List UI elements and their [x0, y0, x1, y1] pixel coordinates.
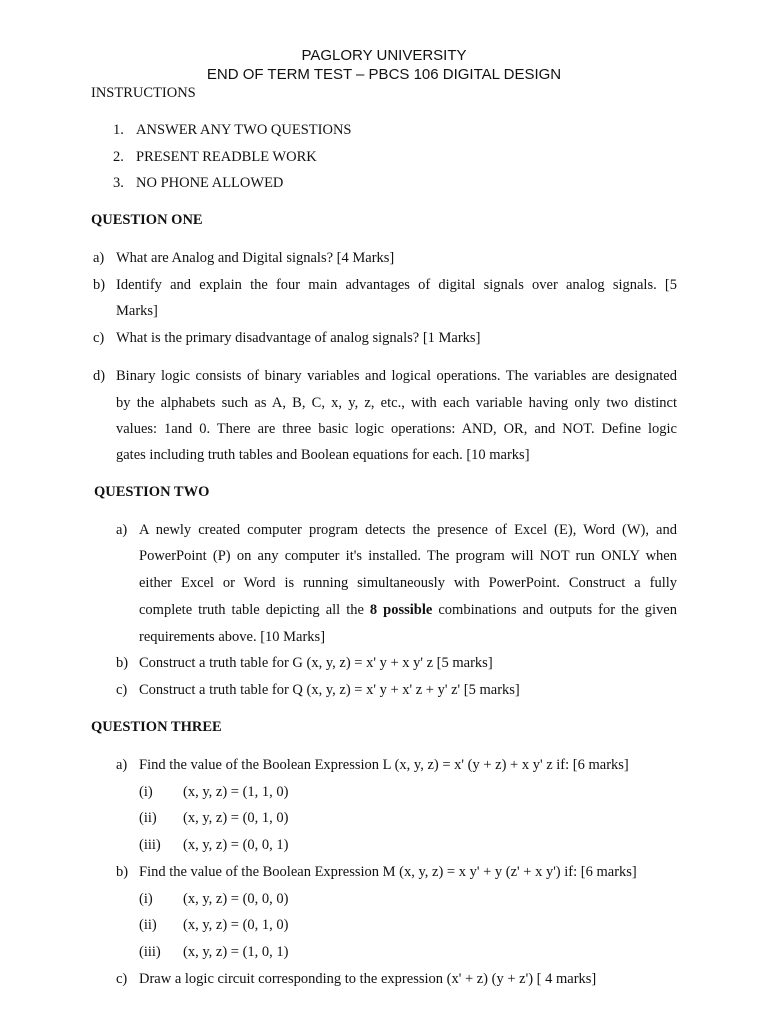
q2-b-text: Construct a truth table for G (x, y, z) = x' y + x y' z [5 marks] [139, 655, 493, 671]
q3-a-sub-text: (x, y, z) = (0, 0, 1) [183, 837, 289, 853]
q3-a-sub-number: (iii) [139, 837, 161, 853]
q3-b-sub-number: (iii) [139, 944, 161, 960]
q1-b-line: Marks] [116, 303, 158, 319]
q1-a-label: a) [93, 250, 105, 266]
q1-a-text: What are Analog and Digital signals? [4 Marks] [116, 250, 395, 266]
q1-d-line: Binary logic consists of binary variables and logical operations. The variables are designated [116, 368, 677, 384]
instruction-text: ANSWER ANY TWO QUESTIONS [136, 122, 352, 138]
q3-a-sub-number: (i) [139, 784, 153, 800]
q3-c-label: c) [116, 971, 128, 987]
instruction-number: 3. [113, 175, 124, 191]
q3-b-sub-text: (x, y, z) = (1, 0, 1) [183, 944, 289, 960]
q1-d-line: gates including truth tables and Boolean equations for each. [10 marks] [116, 447, 530, 463]
q3-a-label: a) [116, 757, 128, 773]
q1-d-line: values: 1and 0. There are three basic logic operations: AND, OR, and NOT. Define logic [116, 421, 677, 437]
q2-a-bold-phrase: 8 possible [369, 602, 433, 618]
q2-a-label: a) [116, 522, 128, 538]
question-three-heading: QUESTION THREE [91, 719, 222, 735]
q3-b-sub-text: (x, y, z) = (0, 1, 0) [183, 917, 289, 933]
q3-b-text: Find the value of the Boolean Expression M (x, y, z) = x y' + y (z' + x y') if: [6 marks] [139, 864, 637, 880]
q2-a-line: PowerPoint (P) on any computer it's installed. The program will NOT run ONLY when [139, 548, 677, 564]
q3-b-sub-number: (i) [139, 891, 153, 907]
q3-b-sub-text: (x, y, z) = (0, 0, 0) [183, 891, 289, 907]
q2-c-text: Construct a truth table for Q (x, y, z) = x' y + x' z + y' z' [5 marks] [139, 682, 520, 698]
q2-a-line: A newly created computer program detects the presence of Excel (E), Word (W), and [139, 522, 677, 538]
q2-a-line: either Excel or Word is running simultaneously with PowerPoint. Construct a fully [139, 575, 677, 591]
q1-b-line: Identify and explain the four main advantages of digital signals over analog signals. [5 [116, 277, 677, 293]
q3-a-text: Find the value of the Boolean Expression L (x, y, z) = x' (y + z) + x y' z if: [6 marks] [139, 757, 629, 773]
q2-a-line: complete truth table depicting all the 8 possible combinations and outputs for the given [139, 602, 677, 618]
instruction-text: NO PHONE ALLOWED [136, 175, 284, 191]
q1-d-label: d) [93, 368, 106, 384]
university-name: PAGLORY UNIVERSITY [301, 47, 467, 64]
q2-c-label: c) [116, 682, 128, 698]
q3-b-label: b) [116, 864, 129, 880]
q3-c-text: Draw a logic circuit corresponding to the expression (x' + z) (y + z') [ 4 marks] [139, 971, 597, 987]
q1-c-text: What is the primary disadvantage of analog signals? [1 Marks] [116, 330, 481, 346]
instruction-number: 2. [113, 149, 124, 165]
q3-b-sub-number: (ii) [139, 917, 157, 933]
q1-b-label: b) [93, 277, 106, 293]
q2-a-line: requirements above. [10 Marks] [139, 629, 326, 645]
q3-a-sub-text: (x, y, z) = (1, 1, 0) [183, 784, 289, 800]
q1-d-line: by the alphabets such as A, B, C, x, y, z, etc., with each variable having only two distinct [116, 395, 677, 411]
q3-a-sub-text: (x, y, z) = (0, 1, 0) [183, 810, 289, 826]
q1-c-label: c) [93, 330, 105, 346]
test-title: END OF TERM TEST – PBCS 106 DIGITAL DESIGN [206, 66, 562, 83]
instruction-number: 1. [113, 122, 124, 138]
q3-a-sub-number: (ii) [139, 810, 157, 826]
instructions-heading: INSTRUCTIONS [91, 85, 196, 101]
question-one-heading: QUESTION ONE [91, 212, 203, 228]
q2-b-label: b) [116, 655, 129, 671]
question-two-heading: QUESTION TWO [94, 484, 210, 500]
instruction-text: PRESENT READBLE WORK [136, 149, 317, 165]
